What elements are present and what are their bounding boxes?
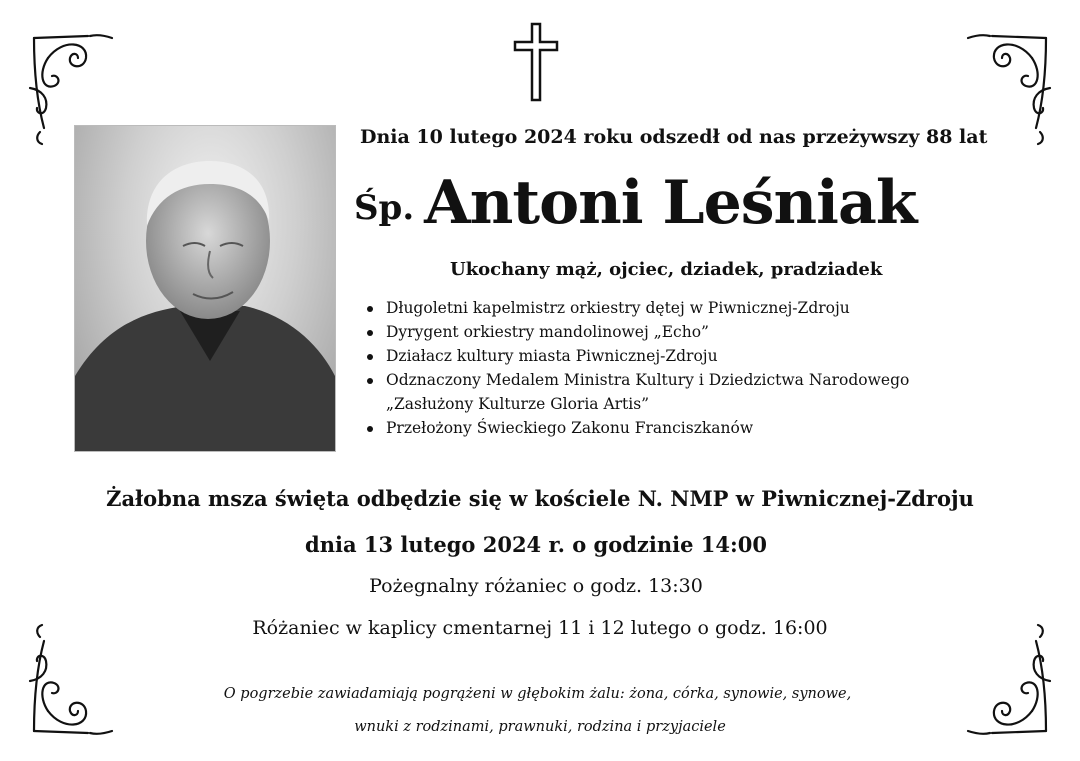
name-prefix: Śp. (354, 188, 415, 228)
portrait-photo (74, 125, 336, 452)
rosary-farewell: Pożegnalny różaniec o godz. 13:30 (369, 575, 703, 597)
mass-date: dnia 13 lutego 2024 r. o godzinie 14:00 (305, 532, 767, 557)
list-item (364, 368, 909, 416)
family-notice-line2: wnuki z rodzinami, prawnuki, rodzina i przyjaciele (354, 719, 726, 735)
deceased-name: Antoni Leśniak (424, 168, 917, 238)
death-announcement: Dnia 10 lutego 2024 roku odszedł od nas przeżywszy 88 lat (360, 126, 988, 148)
deceased-name-line (354, 168, 1044, 238)
list-item: Przełożony Świeckiego Zakonu Franciszkanów (364, 416, 909, 440)
mass-info: Żałobna msza święta odbędzie się w kościele N. NMP w Piwnicznej-Zdroju (106, 486, 974, 511)
achievements-list (364, 296, 909, 440)
family-notice-line1: O pogrzebie zawiadamiają pogrążeni w głębokim żalu: żona, córka, synowie, synowe, (223, 686, 852, 702)
list-item-line: Odznaczony Medalem Ministra Kultury i Dziedzictwa Narodowego (386, 371, 910, 389)
list-item-line: „Zasłużony Kulturze Gloria Artis” (386, 395, 650, 413)
list-item: Długoletni kapelmistrz orkiestry dętej w Piwnicznej-Zdroju (364, 296, 909, 320)
rosary-chapel: Różaniec w kaplicy cmentarnej 11 i 12 lutego o godz. 16:00 (252, 617, 828, 639)
list-item: Dyrygent orkiestry mandolinowej „Echo” (364, 320, 909, 344)
family-relations: Ukochany mąż, ojciec, dziadek, pradziadek (450, 259, 883, 280)
list-item: Działacz kultury miasta Piwnicznej-Zdroju (364, 344, 909, 368)
cross-icon (511, 22, 561, 102)
